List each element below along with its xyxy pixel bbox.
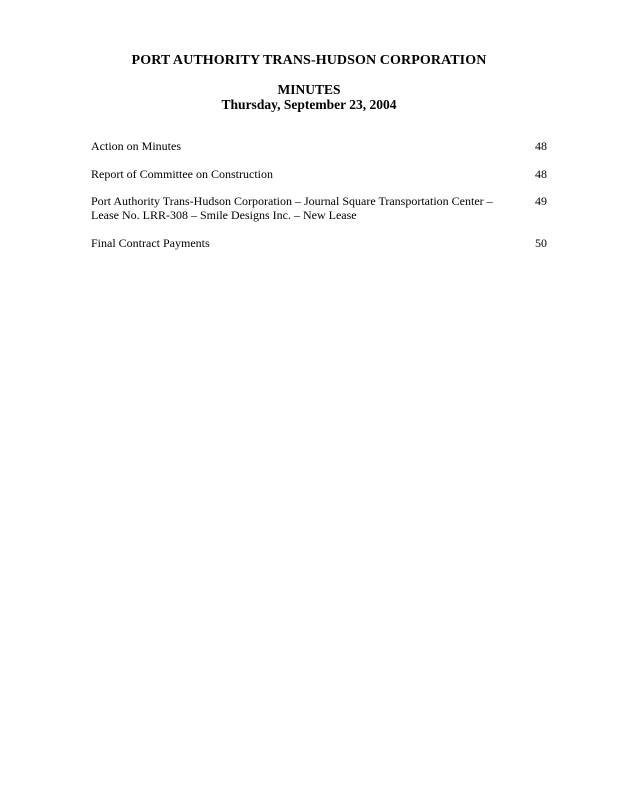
toc-item-title: Final Contract Payments: [91, 236, 210, 250]
toc-item-page: 49: [535, 194, 547, 208]
toc-item-title: Report of Committee on Construction: [91, 167, 273, 181]
toc-item-title: Port Authority Trans-Hudson Corporation – Journal Square Transportation Center – Lease No. LRR-308 – Smile Designs Inc. – New Lease: [91, 194, 493, 222]
organization-title: PORT AUTHORITY TRANS-HUDSON CORPORATION: [131, 53, 487, 68]
toc-item-page: 48: [535, 167, 547, 181]
toc-row: [91, 194, 547, 222]
table-of-contents: [91, 139, 547, 265]
toc-row: [91, 139, 547, 153]
toc-item-page: 50: [535, 236, 547, 250]
toc-item-page: 48: [535, 139, 547, 153]
toc-item-title: Action on Minutes: [91, 139, 181, 153]
toc-row: [91, 167, 547, 181]
document-type-heading: MINUTES: [277, 82, 341, 97]
toc-row: [91, 236, 547, 250]
meeting-date: Thursday, September 23, 2004: [221, 97, 397, 112]
